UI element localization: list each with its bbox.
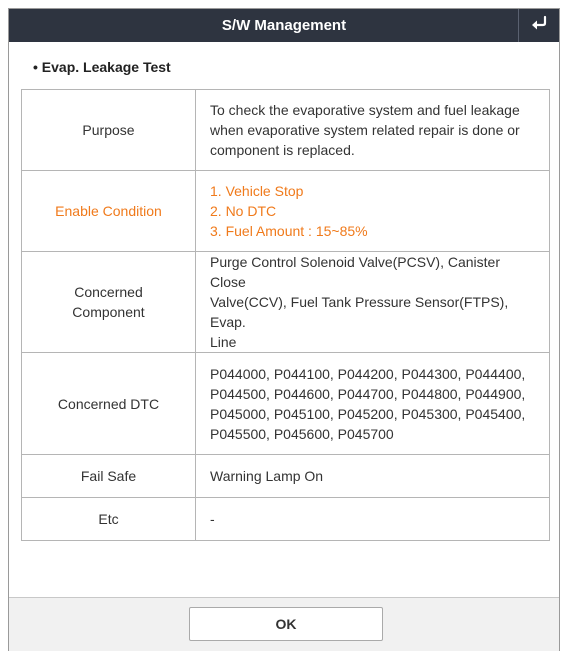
dialog-footer	[9, 597, 559, 651]
value-line: Valve(CCV), Fuel Tank Pressure Sensor(FTPS), Evap.	[210, 294, 509, 330]
row-value-concerned-dtc	[196, 353, 550, 455]
row-label-etc: Etc	[22, 498, 196, 541]
value-line: component is replaced.	[210, 142, 355, 158]
section-title: • Evap. Leakage Test	[33, 59, 171, 75]
value-line: 2. No DTC	[210, 203, 277, 219]
value-line: P045500, P045600, P045700	[210, 425, 394, 442]
row-label-enable-condition: Enable Condition	[22, 171, 196, 252]
row-value-concerned-component	[196, 252, 550, 353]
sw-management-dialog	[8, 8, 560, 651]
value-line: Line	[210, 334, 237, 350]
ok-button[interactable]: OK	[189, 607, 383, 641]
row-value-fail-safe: Warning Lamp On	[196, 455, 550, 498]
return-arrow-icon	[530, 15, 548, 36]
table-row-enable-condition	[22, 171, 550, 252]
table-row-concerned-component	[22, 252, 550, 353]
table-row-concerned-dtc	[22, 353, 550, 455]
title-bar	[9, 9, 559, 42]
test-info-table	[21, 89, 550, 541]
table-row-purpose	[22, 90, 550, 171]
value-line: Purge Control Solenoid Valve(PCSV), Canister Close	[210, 254, 500, 290]
row-value-purpose	[196, 90, 550, 171]
row-value-enable-condition	[196, 171, 550, 252]
row-label-fail-safe: Fail Safe	[22, 455, 196, 498]
label-line: Component	[72, 304, 145, 320]
value-line: when evaporative system related repair is done or	[210, 122, 520, 138]
table-row-etc	[22, 498, 550, 541]
row-label-purpose: Purpose	[22, 90, 196, 171]
table-row-fail-safe	[22, 455, 550, 498]
row-label-concerned-dtc: Concerned DTC	[22, 353, 196, 455]
back-button[interactable]	[518, 9, 559, 42]
value-line: 1. Vehicle Stop	[210, 183, 304, 199]
row-value-etc: -	[196, 498, 550, 541]
value-line: P044500, P044600, P044700, P044800, P044900,	[210, 385, 526, 402]
value-line: To check the evaporative system and fuel leakage	[210, 102, 520, 118]
dialog-title: S/W Management	[221, 17, 347, 34]
value-line: P045000, P045100, P045200, P045300, P045400,	[210, 405, 526, 422]
value-line: 3. Fuel Amount : 15~85%	[210, 223, 368, 239]
row-label-concerned-component	[22, 252, 196, 353]
label-line: Concerned	[74, 284, 143, 300]
value-line: P044000, P044100, P044200, P044300, P044400,	[210, 365, 526, 382]
